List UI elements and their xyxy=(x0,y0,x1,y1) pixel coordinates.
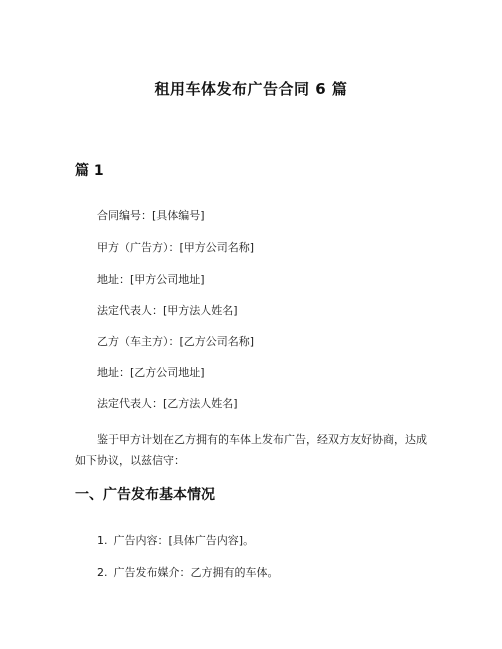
party-b-name-field: 乙方（车主方）：[乙方公司名称] xyxy=(97,335,255,348)
part-heading: 篇 1 xyxy=(75,163,104,179)
list-item-text: 广告发布媒介：乙方拥有的车体。 xyxy=(113,566,279,579)
party-a-name-field: 甲方（广告方）：[甲方公司名称] xyxy=(97,241,255,254)
list-item-text: 广告内容：[具体广告内容]。 xyxy=(113,534,255,547)
list-item-number: 1. xyxy=(97,534,108,547)
party-a-representative-field: 法定代表人：[甲方法人姓名] xyxy=(97,304,238,317)
contract-number-field: 合同编号：[具体编号] xyxy=(97,209,205,222)
party-a-address-field: 地址：[甲方公司地址] xyxy=(97,273,205,286)
list-item xyxy=(97,534,254,548)
party-b-address-field: 地址：[乙方公司地址] xyxy=(97,366,205,379)
list-item xyxy=(97,566,279,580)
party-b-representative-field: 法定代表人：[乙方法人姓名] xyxy=(97,397,238,410)
section-heading: 一、广告发布基本情况 xyxy=(75,487,215,503)
intro-paragraph: 鉴于甲方计划在乙方拥有的车体上发布广告，经双方友好协商，达成如下协议，以兹信守： xyxy=(75,433,427,467)
list-item-number: 2. xyxy=(97,566,108,579)
document-title: 租用车体发布广告合同 6 篇 xyxy=(154,80,348,98)
